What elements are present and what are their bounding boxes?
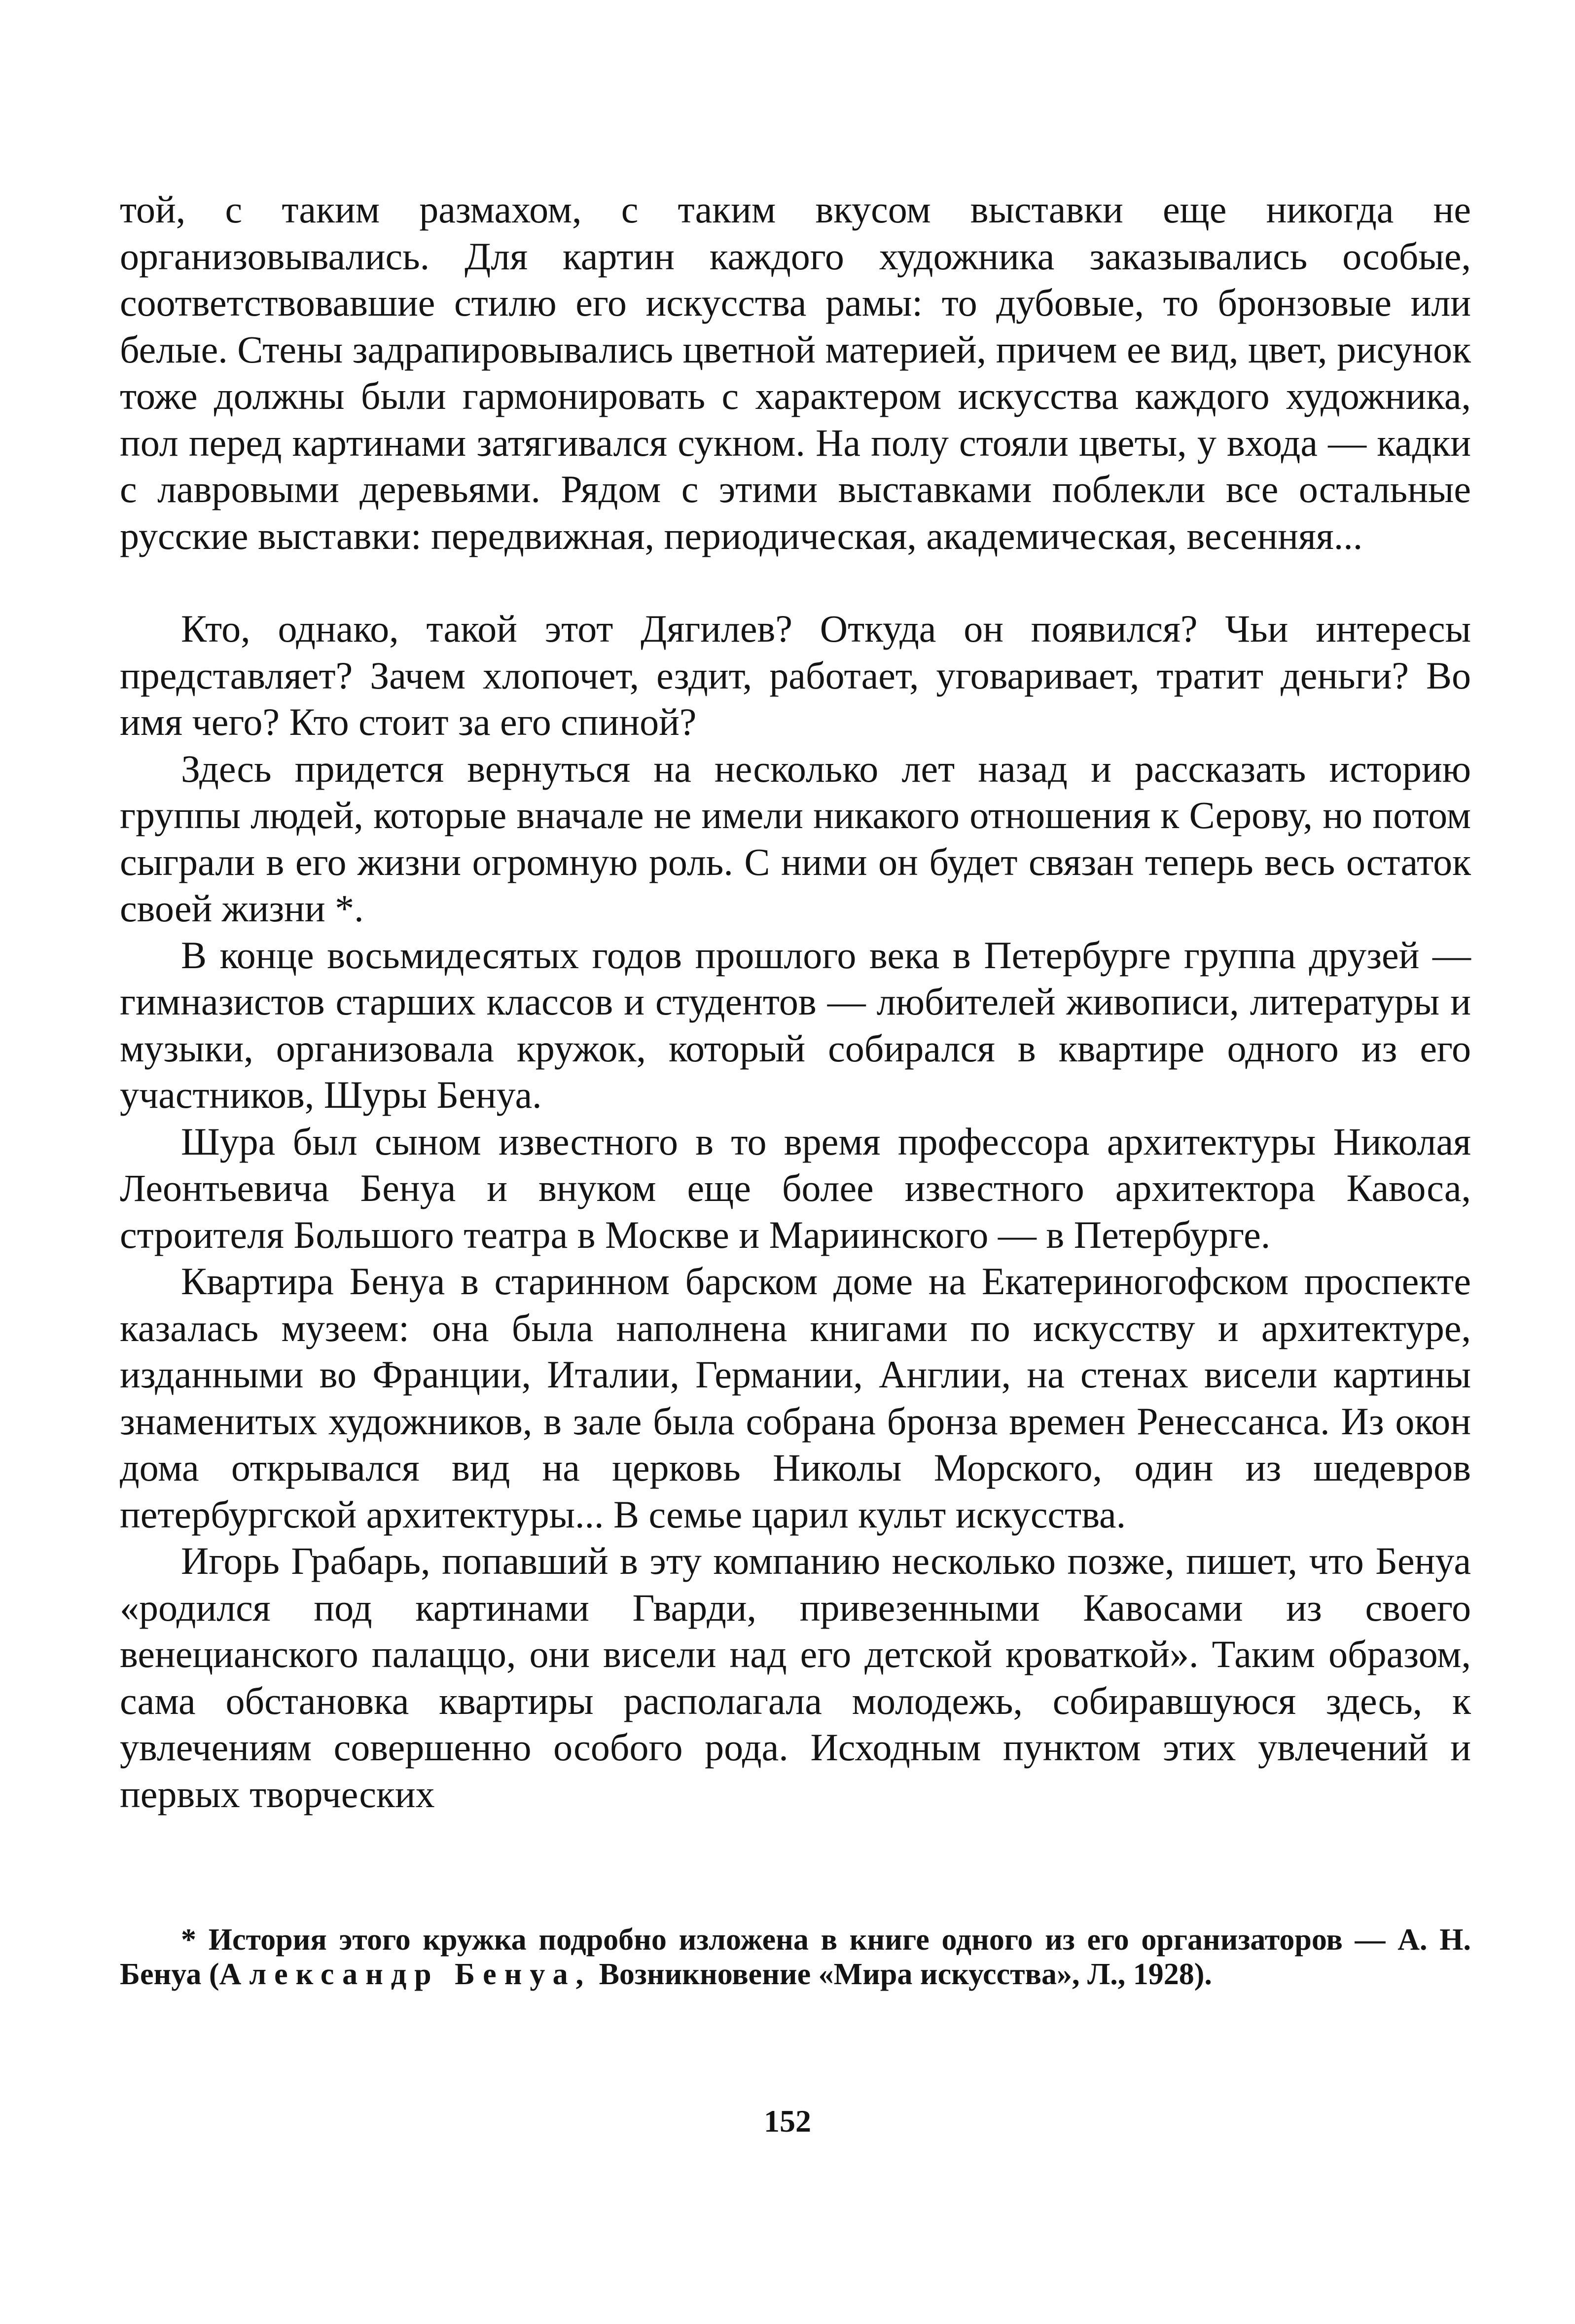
paragraph-shura-benois: Шура был сыном известного в то время профессора архитектуры Николая Леонтьевича Бенуа и внуком еще более известного архитектора Кавоса, строителя Большого театра в Москве и Мариинского — в Петербурге. [120,1120,1471,1256]
page-number: 152 [764,2104,811,2139]
footnote-author: Александр Бенуа, [219,1958,592,1991]
paragraph-dyagilev-question: Кто, однако, такой этот Дягилев? Откуда он появился? Чьи интересы представляет? Зачем хлопочет, ездит, работает, уговаривает, тратит деньги? Во имя чего? Кто стоит за его спиной? [120,607,1471,743]
footnote-text-after: Возникновение «Мира искусства», Л., 1928). [591,1958,1212,1991]
main-text [120,186,1471,1817]
paragraph-continuation: той, с таким размахом, с таким вкусом выставки еще никогда не организовывались. Для картин каждого художника заказывались особые, соответствовавшие стилю его искусства рамы: то дубовые, то бронзовые или белые. Стены задрапировывались цветной материей, причем ее вид, цвет, рисунок тоже должны были гармонировать с характером искусства каждого художника, пол перед картинами затягивался сукном. На полу стояли цветы, у входа — кадки с лавровыми деревьями. Рядом с этими выставками поблекли все остальные русские выставки: передвижная, периодическая, академическая, весенняя... [120,188,1471,557]
paragraph-benois-apartment: Квартира Бенуа в старинном барском доме на Екатериногофском проспекте казалась музеем: она была наполнена книгами по искусству и архитектуре, изданными во Франции, Италии, Германии, Англии, на стенах висели картины знаменитых художников, в зале была собрана бронза времен Ренессанса. Из окон дома открывался вид на церковь Николы Морского, один из шедевров петербургской архитектуры... В семье царил культ искусства. [120,1260,1471,1536]
paragraph-group-history: Здесь придется вернуться на несколько лет назад и рассказать историю группы людей, которые вначале не имели никакого отношения к Серову, но потом сыграли в его жизни огромную роль. С ними он будет связан теперь весь остаток своей жизни *. [120,747,1471,930]
footnote [120,1923,1471,1992]
paragraph-circle-founding: В конце восьмидесятых годов прошлого века в Петербурге группа друзей — гимназистов старших классов и студентов — любителей живописи, литературы и музыки, организовала кружок, который собирался в квартире одного из его участников, Шуры Бенуа. [120,933,1471,1116]
footnote-text-before: * История этого кружка подробно изложена в книге одного из его организаторов — А. Н. Бенуа ( [120,1923,1471,1991]
paragraph-grabar-quote: Игорь Грабарь, попавший в эту компанию несколько позже, пишет, что Бенуа «родился под картинами Гварди, привезенными Кавосами из своего венецианского палаццо, они висели над его детской кроваткой». Таким образом, сама обстановка квартиры располагала молодежь, собиравшуюся здесь, к увлечениям совершенно особого рода. Исходным пунктом этих увлечений и первых творческих [120,1539,1471,1816]
